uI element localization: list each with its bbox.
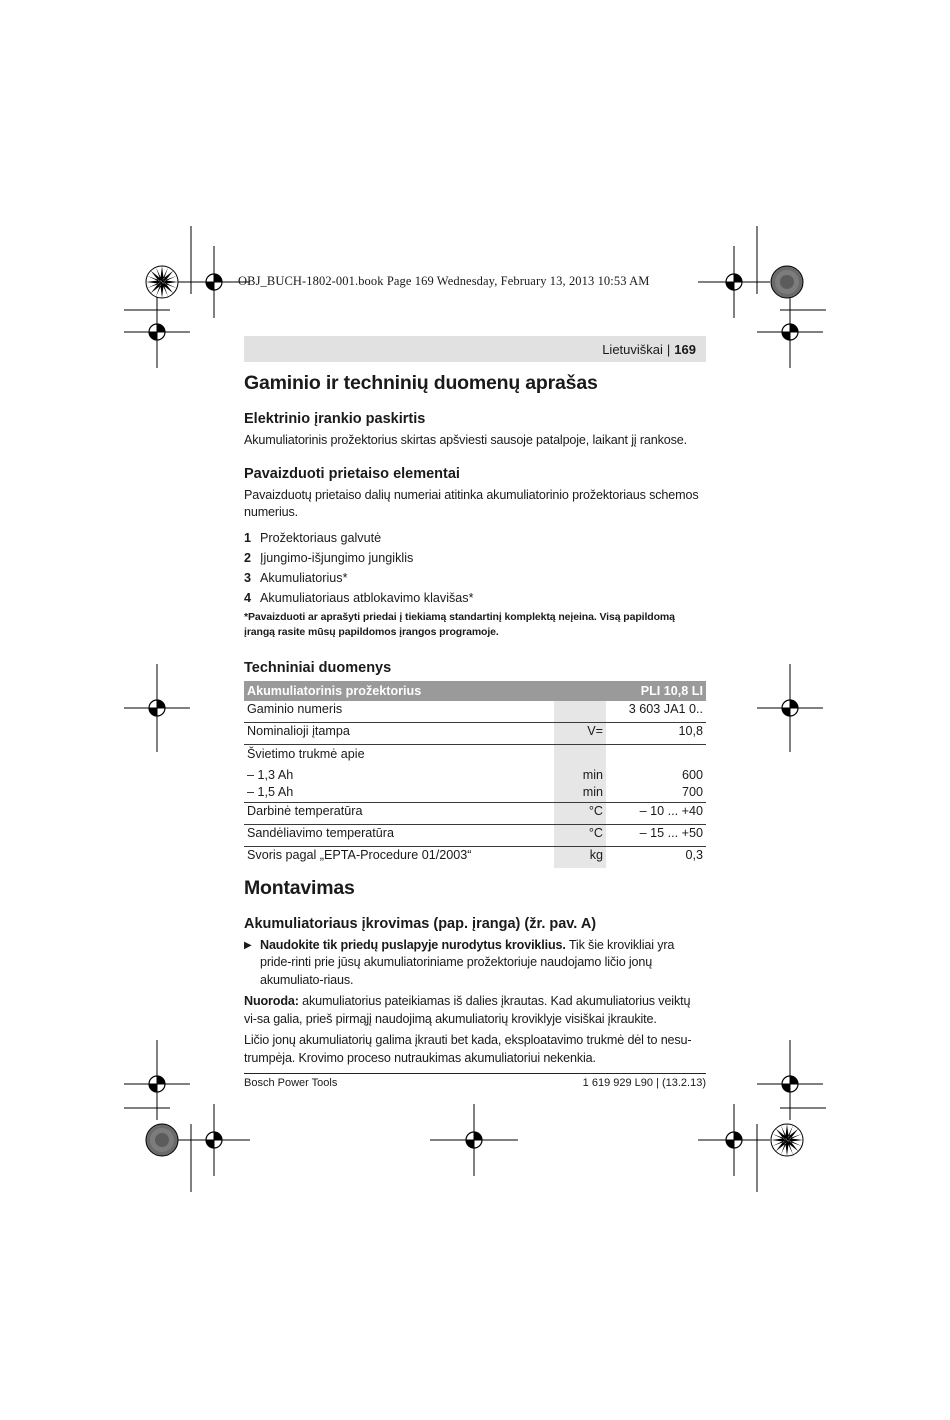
row-value: 10,8	[606, 722, 706, 744]
charging-note	[244, 993, 706, 1028]
row-unit: V=	[554, 722, 606, 744]
part-number: 1	[244, 530, 252, 545]
triangle-bullet-icon: ▶	[244, 939, 252, 951]
page-footer	[244, 1073, 706, 1089]
part-label: Akumuliatorius*	[260, 570, 348, 585]
row-value: 0,3	[685, 847, 703, 862]
table-row	[244, 802, 706, 824]
row-label-group	[244, 744, 554, 802]
page-number: 169	[674, 341, 696, 357]
table-row	[244, 722, 706, 744]
list-item	[244, 568, 706, 588]
list-item	[244, 588, 706, 608]
language-label: Lietuviškai	[602, 341, 663, 357]
row-value: 3 603 JA1 0..	[606, 701, 706, 723]
footer-brand: Bosch Power Tools	[244, 1077, 338, 1089]
file-slug-line: OBJ_BUCH-1802-001.book Page 169 Wednesday, February 13, 2013 10:53 AM	[238, 274, 650, 288]
accessories-footnote: *Pavaizduoti ar aprašyti priedai į tiekiamą standartinį komplektą neįeina. Visą papildomą įrangą rasite mūsų papildomos įrangos programoje.	[244, 610, 675, 638]
footer-document-number: 1 619 929 L90 | (13.2.13)	[582, 1077, 706, 1089]
table-header-model: PLI 10,8 LI	[606, 681, 706, 701]
row-unit: kg	[554, 846, 606, 868]
row-unit: °C	[554, 802, 606, 824]
page-content	[244, 336, 706, 1067]
note-label: Nuoroda:	[244, 994, 299, 1008]
part-number: 2	[244, 550, 252, 565]
row-unit: min	[582, 767, 603, 782]
table-row	[244, 744, 706, 802]
row-unit: °C	[554, 824, 606, 846]
row-sublabel: – 1,5 Ah	[247, 784, 294, 799]
heading-product-features: Pavaizduoti prietaiso elementai	[244, 465, 460, 482]
table-header-row	[244, 681, 706, 701]
table-row	[244, 824, 706, 846]
parts-list	[244, 528, 706, 608]
list-item	[244, 528, 706, 548]
row-label: Nominalioji įtampa	[244, 722, 554, 744]
row-value: 700	[681, 784, 703, 799]
row-unit-group	[554, 744, 606, 802]
row-label: Darbinė temperatūra	[244, 802, 554, 824]
section-title-assembly: Montavimas	[244, 876, 355, 899]
table-row	[244, 846, 706, 868]
technical-data-table	[244, 681, 706, 868]
header-separator: |	[666, 341, 671, 357]
list-item	[244, 548, 706, 568]
section-title-description: Gaminio ir techninių duomenų aprašas	[244, 372, 598, 394]
table-header-product: Akumuliatorinis prožektorius	[244, 681, 606, 701]
row-label: Sandėliavimo temperatūra	[244, 824, 554, 846]
row-value: 600	[681, 767, 703, 782]
charger-warning-bold: Naudokite tik priedų puslapyje nurodytus kroviklius.	[260, 937, 566, 952]
row-unit	[554, 701, 606, 723]
heading-intended-use: Elektrinio įrankio paskirtis	[244, 411, 426, 427]
heading-battery-charging: Akumuliatoriaus įkrovimas (pap. įranga) (žr. pav. A)	[244, 915, 597, 932]
liion-charging-text: Ličio jonų akumuliatorių galima įkrauti bet kada, eksploatavimo trukmė dėl to nesu-trumpėja. Krovimo proceso nutraukimas akumuliatoriui nekenkia.	[244, 1033, 692, 1065]
row-value: – 10 ... +40	[606, 802, 706, 824]
part-label: Prožektoriaus galvutė	[260, 530, 382, 545]
row-value: – 15 ... +50	[606, 824, 706, 846]
page-header	[244, 336, 706, 362]
part-number: 4	[244, 590, 252, 605]
charger-warning	[244, 937, 706, 990]
heading-technical-data: Techniniai duomenys	[244, 659, 392, 676]
product-features-intro: Pavaizduotų prietaiso dalių numeriai atitinka akumuliatorinio prožektoriaus schemos numerius.	[244, 487, 699, 519]
row-label: Švietimo trukmė apie	[247, 746, 365, 761]
intended-use-text: Akumuliatorinis prožektorius skirtas apšviesti sausoje patalpoje, laikant jį rankose.	[244, 433, 687, 447]
row-label: Svoris pagal „EPTA-Procedure 01/2003“	[247, 847, 472, 862]
part-label: Akumuliatoriaus atblokavimo klavišas*	[260, 590, 474, 605]
row-label: Gaminio numeris	[244, 701, 554, 723]
charger-warning-rest: Tik šie krovikliai yra pride-rinti prie jūsų akumuliatoriniame prožektoriuje naudojamo ličio jonų akumuliato-riaus.	[260, 937, 675, 987]
table-row	[244, 701, 706, 723]
note-text: akumuliatorius pateikiamas iš dalies įkrautas. Kad akumuliatorius veiktų vi-sa galia, prieš pirmąjį naudojimą akumuliatorių kroviklyje visiškai įkraukite.	[244, 994, 691, 1026]
row-unit: min	[582, 784, 603, 799]
row-sublabel: – 1,3 Ah	[247, 767, 294, 782]
part-label: Įjungimo-išjungimo jungiklis	[260, 550, 414, 565]
charger-warning-text	[260, 937, 706, 990]
part-number: 3	[244, 570, 252, 585]
row-value-group	[606, 744, 706, 802]
